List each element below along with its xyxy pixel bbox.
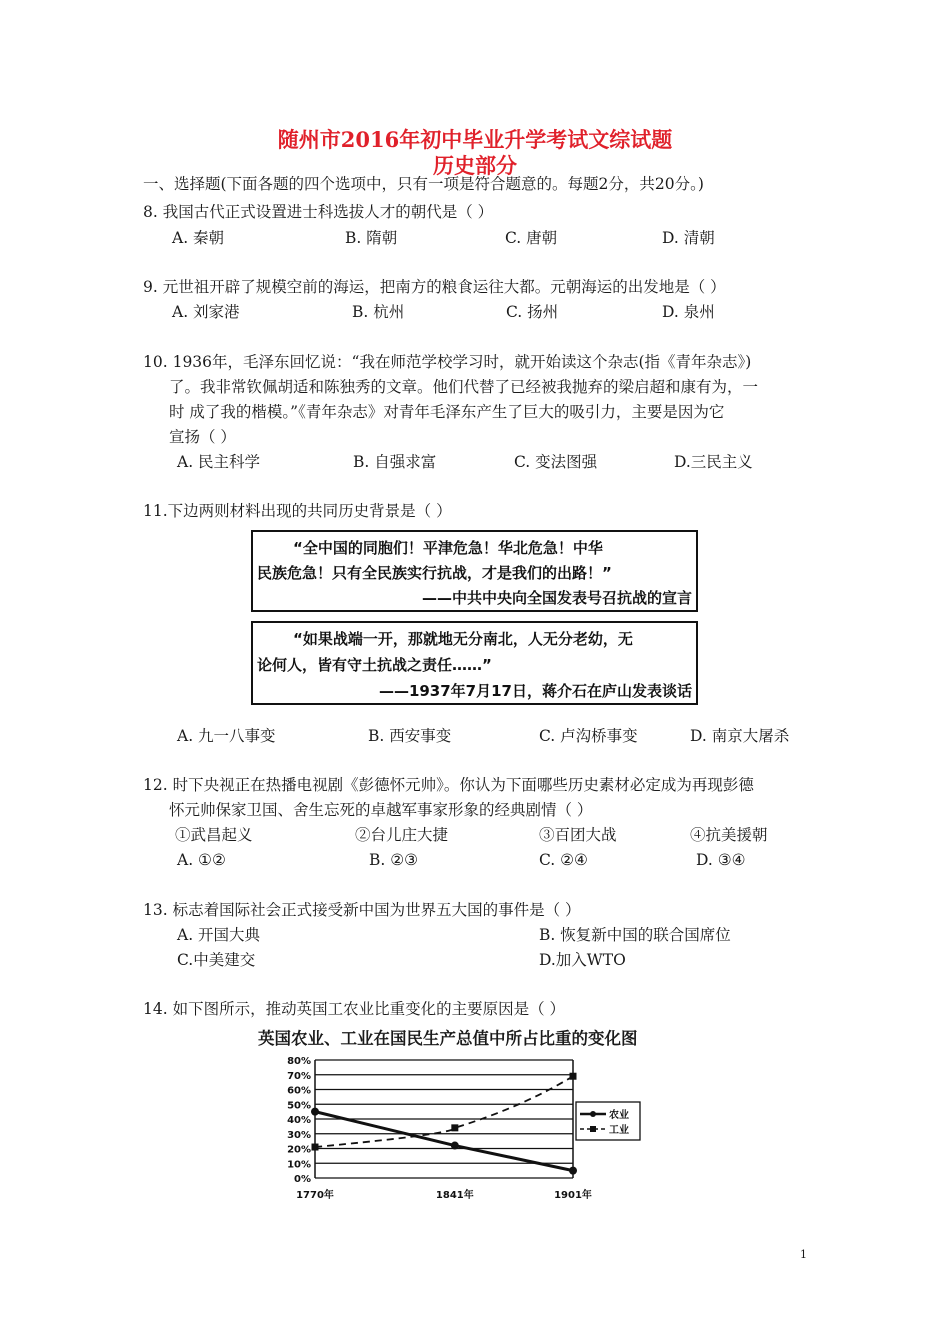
chart-y-ticks [287, 1056, 311, 1185]
page-number: 1 [800, 1248, 807, 1261]
question-8-stem: 8. 我国古代正式设置进士科选拔人才的朝代是（ ） [143, 203, 494, 221]
question-10-option-d[interactable]: D.三民主义 [674, 453, 753, 471]
x-tick-label: 1841年 [435, 1190, 474, 1201]
legend-marker-工业 [590, 1126, 596, 1132]
chart-series [311, 1073, 577, 1175]
y-tick-label: 50% [287, 1100, 311, 1112]
question-11-option-d[interactable]: D. 南京大屠杀 [690, 727, 790, 745]
question-13-option-b[interactable]: B. 恢复新中国的联合国席位 [539, 926, 731, 944]
y-tick-label: 60% [287, 1085, 311, 1097]
x-tick-label: 1770年 [296, 1190, 334, 1201]
material-1-source: ——中共中央向全国发表号召抗战的宣言 [421, 589, 692, 607]
material-1-line-2: 民族危急！只有全民族实行抗战，才是我们的出路！” [257, 564, 612, 582]
question-8-option-d[interactable]: D. 清朝 [662, 229, 715, 247]
data-point-农业 [311, 1108, 319, 1116]
legend-box [576, 1102, 640, 1140]
question-13-option-d[interactable]: D.加入WTO [539, 951, 626, 969]
question-13-stem: 13. 标志着国际社会正式接受新中国为世界五大国的事件是（ ） [143, 901, 581, 919]
question-12-item-3: ③百团大战 [539, 826, 617, 844]
question-11-option-a[interactable]: A. 九一八事变 [177, 727, 276, 745]
question-12-option-b[interactable]: B. ②③ [369, 851, 419, 869]
exam-title: 随州市2016年初中毕业升学考试文综试题 [277, 127, 673, 152]
data-point-农业 [451, 1142, 459, 1150]
y-tick-label: 20% [287, 1144, 311, 1156]
question-13-option-a[interactable]: A. 开国大典 [177, 926, 261, 944]
question-8-option-b[interactable]: B. 隋朝 [345, 229, 398, 247]
question-12-item-4: ④抗美援朝 [690, 826, 768, 844]
material-1-line-1: “全中国的同胞们！平津危急！华北危急！中华 [293, 539, 603, 557]
material-box-2 [251, 621, 698, 705]
question-9-option-c[interactable]: C. 扬州 [506, 303, 559, 321]
question-12-item-1: ①武昌起义 [175, 826, 253, 844]
y-tick-label: 0% [294, 1174, 311, 1185]
legend-label-农业: 农业 [609, 1110, 629, 1121]
legend-label-工业: 工业 [609, 1125, 629, 1136]
question-12-option-d[interactable]: D. ③④ [696, 851, 746, 869]
chart-x-ticks [296, 1188, 592, 1201]
question-8-option-a[interactable]: A. 秦朝 [172, 229, 225, 247]
chart-grid [315, 1060, 573, 1178]
legend-marker-农业 [590, 1111, 596, 1117]
question-12-option-c[interactable]: C. ②④ [539, 851, 588, 869]
question-10-line-2: 了。我非常钦佩胡适和陈独秀的文章。他们代替了已经被我抛弃的梁启超和康有为，一 [169, 378, 759, 396]
series-line-农业 [315, 1112, 573, 1171]
question-14-stem: 14. 如下图所示，推动英国工农业比重变化的主要原因是（ ） [143, 1000, 566, 1018]
question-8-option-c[interactable]: C. 唐朝 [505, 229, 558, 247]
question-10-option-a[interactable]: A. 民主科学 [177, 453, 261, 471]
question-10-option-c[interactable]: C. 变法图强 [514, 453, 598, 471]
material-box-1 [251, 530, 698, 612]
data-point-工业 [312, 1144, 319, 1151]
y-tick-label: 70% [287, 1070, 311, 1082]
data-point-农业 [569, 1167, 577, 1175]
data-point-工业 [570, 1073, 577, 1080]
question-12-line-2: 怀元帅保家卫国、舍生忘死的卓越军事家形象的经典剧情（ ） [169, 801, 593, 819]
question-12-option-a[interactable]: A. ①② [177, 851, 226, 869]
question-9-stem: 9. 元世祖开辟了规模空前的海运，把南方的粮食运往大都。元朝海运的出发地是（ ） [143, 278, 726, 296]
question-12-line-1: 12. 时下央视正在热播电视剧《彭德怀元帅》。你认为下面哪些历史素材必定成为再现彭德 [143, 776, 754, 794]
question-13-option-c[interactable]: C.中美建交 [177, 951, 256, 969]
material-2-line-2: 论何人，皆有守土抗战之责任……” [257, 656, 492, 674]
chart-legend [576, 1102, 640, 1140]
question-12-item-2: ②台儿庄大捷 [355, 826, 449, 844]
material-2-source: ——1937年7月17日，蒋介石在庐山发表谈话 [378, 682, 692, 700]
material-2-line-1: “如果战端一开，那就地无分南北，人无分老幼，无 [293, 630, 633, 648]
exam-subtitle: 历史部分 [433, 153, 517, 178]
question-10-option-b[interactable]: B. 自强求富 [353, 453, 437, 471]
question-9-option-b[interactable]: B. 杭州 [352, 303, 405, 321]
y-tick-label: 30% [287, 1129, 311, 1141]
chart-title: 英国农业、工业在国民生产总值中所占比重的变化图 [258, 1029, 638, 1048]
question-11-option-c[interactable]: C. 卢沟桥事变 [539, 727, 638, 745]
question-10-line-3: 时 成了我的楷模。”《青年杂志》对青年毛泽东产生了巨大的吸引力，主要是因为它 [169, 403, 725, 421]
section-instruction: 一、选择题(下面各题的四个选项中，只有一项是符合题意的。每题2分，共20分。) [143, 175, 704, 193]
question-9-option-a[interactable]: A. 刘家港 [172, 303, 240, 321]
question-10-line-4: 宣扬（ ） [169, 428, 236, 446]
y-tick-label: 10% [287, 1159, 311, 1171]
series-line-工业 [315, 1076, 573, 1147]
x-tick-label: 1901年 [554, 1190, 592, 1201]
question-9-option-d[interactable]: D. 泉州 [662, 303, 715, 321]
line-chart [280, 1050, 660, 1208]
y-tick-label: 40% [287, 1115, 311, 1126]
question-11-stem: 11.下边两则材料出现的共同历史背景是（ ） [143, 502, 452, 520]
data-point-工业 [451, 1124, 458, 1131]
y-tick-label: 80% [287, 1056, 311, 1067]
question-11-option-b[interactable]: B. 西安事变 [368, 727, 452, 745]
question-10-line-1: 10. 1936年，毛泽东回忆说：“我在师范学校学习时，就开始读这个杂志(指《青年杂志》) [143, 353, 752, 371]
